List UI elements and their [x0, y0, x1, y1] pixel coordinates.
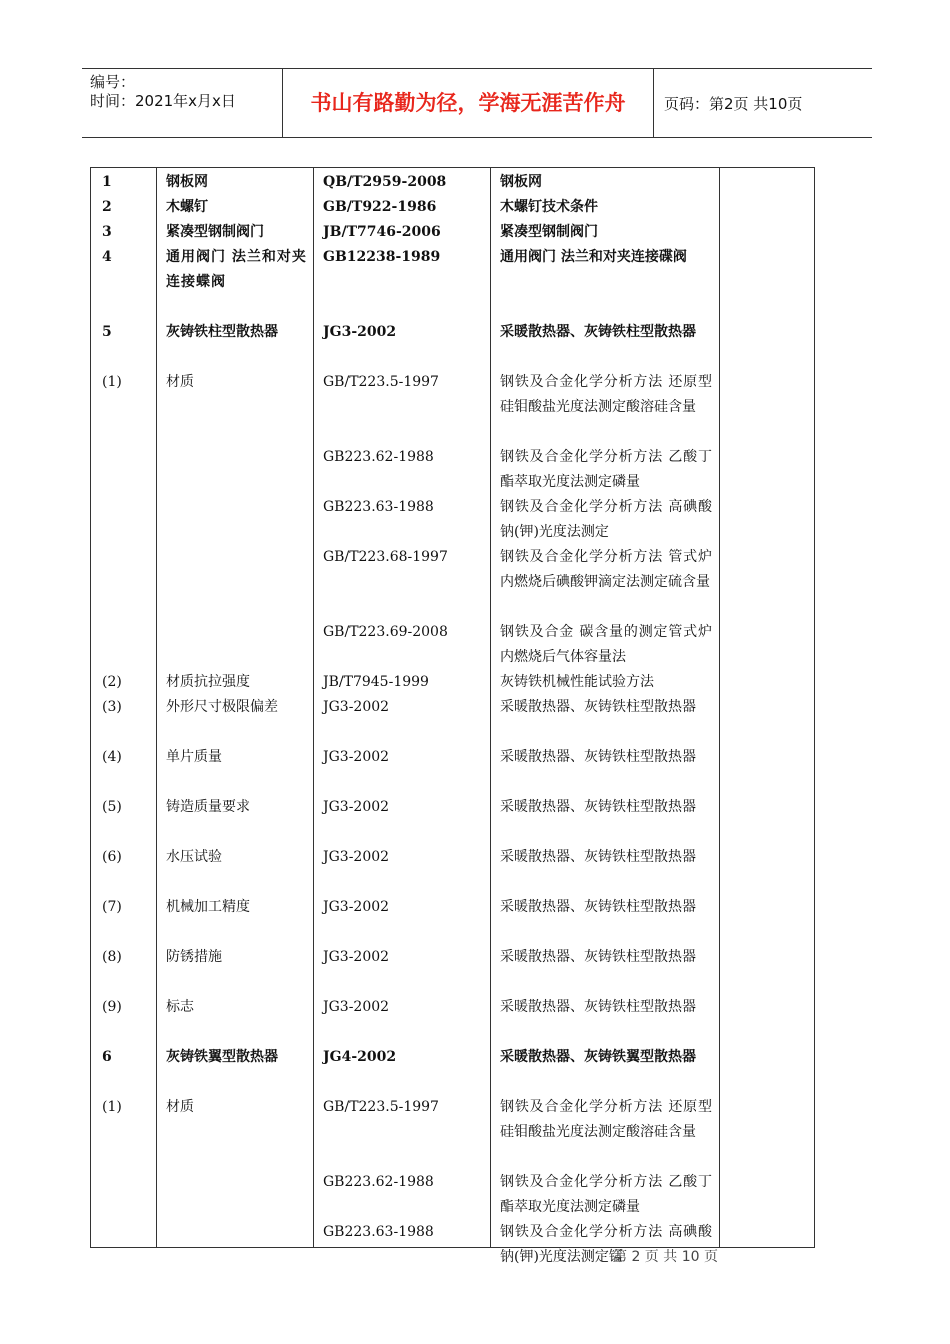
table-row	[0, 170, 950, 195]
table-row	[0, 370, 950, 445]
row-standard-code: GB223.62-1988	[323, 449, 434, 465]
row-item: 外形尺寸极限偏差	[166, 699, 278, 715]
row-standard-code: JG3-2002	[323, 999, 390, 1015]
row-standard-name: 钢铁及合金化学分析方法 乙酸丁酯萃取光度法测定磷量	[500, 1174, 712, 1215]
table-row	[0, 945, 950, 995]
row-standard-name: 钢铁及合金化学分析方法 还原型硅钼酸盐光度法测定酸溶硅含量	[500, 374, 712, 415]
row-number: 6	[102, 1049, 112, 1065]
row-item: 木螺钉	[166, 199, 208, 215]
row-item: 灰铸铁柱型散热器	[166, 324, 278, 340]
table-row	[0, 620, 950, 670]
row-number: 2	[102, 199, 112, 215]
number-label: 编号：	[90, 73, 136, 91]
row-item: 材质	[166, 374, 194, 390]
table-row	[0, 1095, 950, 1170]
table-row	[0, 545, 950, 620]
row-number: (3)	[102, 699, 122, 715]
row-standard-name: 采暖散热器、灰铸铁柱型散热器	[500, 899, 696, 915]
row-item: 通用阀门 法兰和对夹连接蝶阀	[166, 249, 307, 290]
row-standard-code: GB/T223.5-1997	[323, 1099, 439, 1115]
table-body	[0, 170, 950, 1270]
row-item: 铸造质量要求	[166, 799, 250, 815]
row-standard-name: 采暖散热器、灰铸铁翼型散热器	[500, 1049, 696, 1065]
time-label: 时间：2021年x月x日	[90, 92, 236, 110]
row-number: 4	[102, 249, 112, 265]
row-number: (5)	[102, 799, 122, 815]
row-standard-code: JB/T7746-2006	[323, 224, 441, 240]
row-standard-code: GB/T223.69-2008	[323, 624, 448, 640]
row-number: (6)	[102, 849, 122, 865]
row-standard-name: 采暖散热器、灰铸铁柱型散热器	[500, 849, 696, 865]
header-divider	[653, 69, 654, 137]
row-standard-code: GB223.62-1988	[323, 1174, 434, 1190]
table-row	[0, 670, 950, 695]
row-number: 3	[102, 224, 112, 240]
row-standard-name: 紧凑型钢制阀门	[500, 224, 598, 240]
table-row	[0, 795, 950, 845]
table-row	[0, 445, 950, 495]
row-standard-code: GB12238-1989	[323, 249, 441, 265]
row-item: 机械加工精度	[166, 899, 250, 915]
row-standard-code: QB/T2959-2008	[323, 174, 447, 190]
table-row	[0, 1170, 950, 1220]
row-standard-name: 采暖散热器、灰铸铁柱型散热器	[500, 799, 696, 815]
table-row	[0, 1220, 950, 1270]
row-standard-name: 采暖散热器、灰铸铁柱型散热器	[500, 949, 696, 965]
row-number: (1)	[102, 374, 122, 390]
row-number: (9)	[102, 999, 122, 1015]
row-standard-code: JG3-2002	[323, 324, 397, 340]
table-row	[0, 195, 950, 220]
row-standard-name: 钢板网	[500, 174, 542, 190]
row-standard-name: 钢铁及合金化学分析方法 还原型硅钼酸盐光度法测定酸溶硅含量	[500, 1099, 712, 1140]
row-item: 钢板网	[166, 174, 208, 190]
row-standard-name: 采暖散热器、灰铸铁柱型散热器	[500, 699, 696, 715]
row-standard-name: 采暖散热器、灰铸铁柱型散热器	[500, 999, 696, 1015]
row-standard-code: GB223.63-1988	[323, 1224, 434, 1240]
row-standard-code: JG3-2002	[323, 949, 390, 965]
row-item: 防锈措施	[166, 949, 222, 965]
row-standard-code: JG3-2002	[323, 749, 390, 765]
row-item: 标志	[166, 999, 194, 1015]
table-row	[0, 495, 950, 545]
row-standard-code: GB/T922-1986	[323, 199, 437, 215]
motto: 书山有路勤为径，学海无涯苦作舟	[310, 91, 626, 115]
table-row	[0, 245, 950, 320]
row-standard-name: 采暖散热器、灰铸铁柱型散热器	[500, 324, 696, 340]
row-standard-code: JB/T7945-1999	[323, 674, 429, 690]
row-standard-code: GB223.63-1988	[323, 499, 434, 515]
row-standard-code: JG3-2002	[323, 799, 390, 815]
table-row	[0, 220, 950, 245]
row-item: 材质	[166, 1099, 194, 1115]
table-row	[0, 895, 950, 945]
row-standard-name: 木螺钉技术条件	[500, 199, 598, 215]
row-item: 水压试验	[166, 849, 222, 865]
page-info: 页码：第2页 共10页	[664, 95, 803, 113]
row-standard-name: 钢铁及合金化学分析方法 管式炉内燃烧后碘酸钾滴定法测定硫含量	[500, 549, 712, 590]
row-number: (8)	[102, 949, 122, 965]
header-meta	[82, 69, 282, 137]
page-footer: 第 2 页 共 10 页	[613, 1249, 718, 1265]
row-number: (7)	[102, 899, 122, 915]
table-row	[0, 695, 950, 745]
row-number: (1)	[102, 1099, 122, 1115]
row-standard-name: 采暖散热器、灰铸铁柱型散热器	[500, 749, 696, 765]
row-standard-code: JG4-2002	[323, 1049, 397, 1065]
table-row	[0, 845, 950, 895]
row-standard-name: 通用阀门 法兰和对夹连接碟阀	[500, 249, 687, 265]
row-item: 紧凑型钢制阀门	[166, 224, 264, 240]
row-number: (4)	[102, 749, 122, 765]
page-header	[82, 68, 872, 138]
row-standard-code: JG3-2002	[323, 899, 390, 915]
row-standard-name: 钢铁及合金化学分析方法 高碘酸钠(钾)光度法测定锰	[500, 1224, 712, 1265]
row-standard-code: JG3-2002	[323, 699, 390, 715]
table-row	[0, 1045, 950, 1095]
table-row	[0, 320, 950, 370]
row-standard-code: JG3-2002	[323, 849, 390, 865]
row-item: 灰铸铁翼型散热器	[166, 1049, 278, 1065]
table-row	[0, 995, 950, 1045]
row-number: 5	[102, 324, 112, 340]
row-standard-name: 灰铸铁机械性能试验方法	[500, 674, 654, 690]
row-number: (2)	[102, 674, 122, 690]
row-number: 1	[102, 174, 112, 190]
row-standard-code: GB/T223.68-1997	[323, 549, 448, 565]
table-row	[0, 745, 950, 795]
row-standard-name: 钢铁及合金化学分析方法 乙酸丁酯萃取光度法测定磷量	[500, 449, 712, 490]
row-item: 单片质量	[166, 749, 222, 765]
row-standard-name: 钢铁及合金 碳含量的测定管式炉内燃烧后气体容量法	[500, 624, 712, 665]
row-standard-code: GB/T223.5-1997	[323, 374, 439, 390]
row-standard-name: 钢铁及合金化学分析方法 高碘酸钠(钾)光度法测定	[500, 499, 712, 540]
row-item: 材质抗拉强度	[166, 674, 250, 690]
